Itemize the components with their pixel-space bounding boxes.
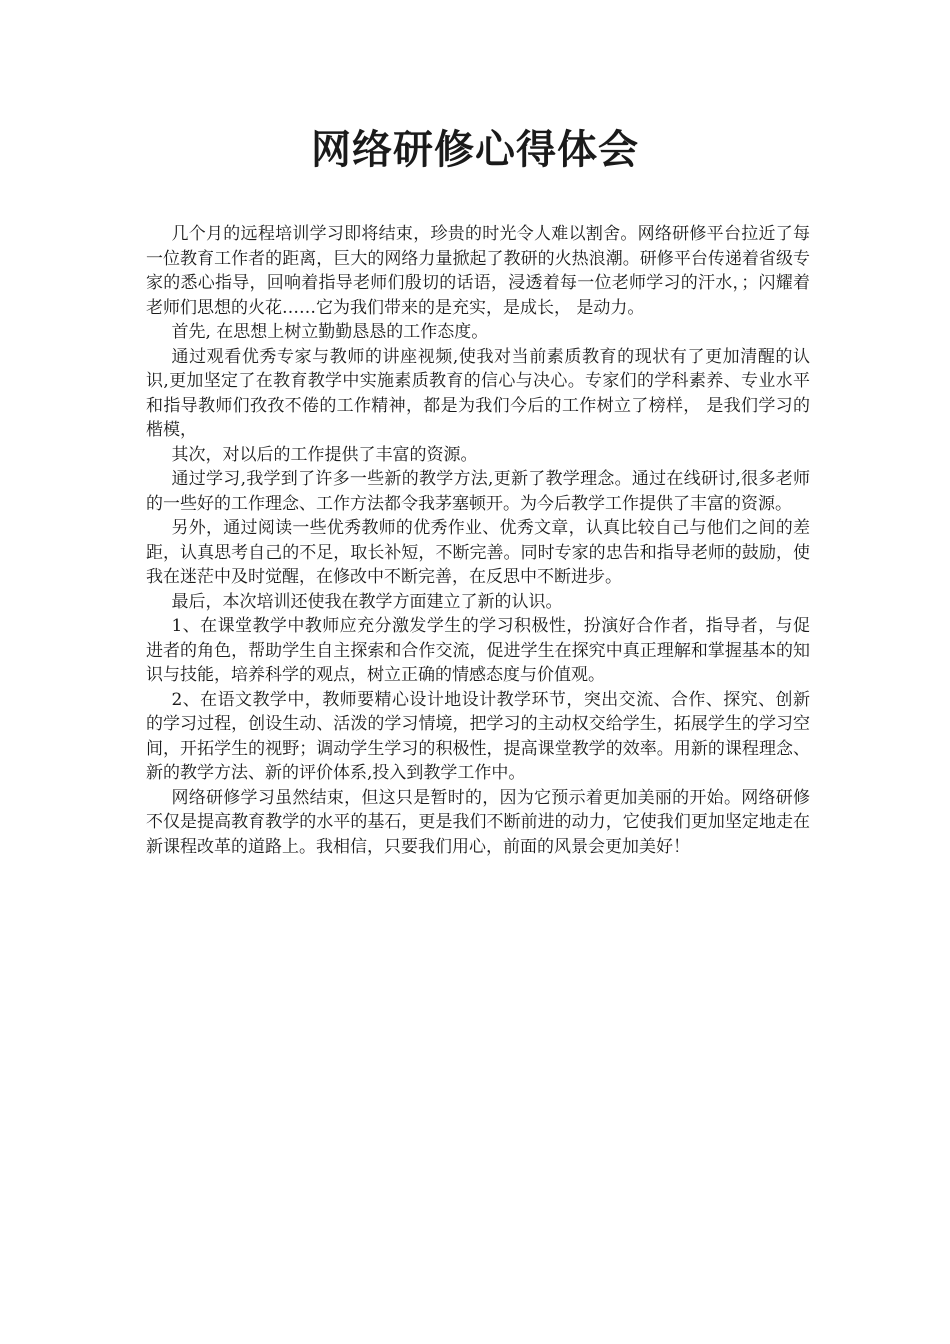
paragraph-further: 另外，通过阅读一些优秀教师的优秀作业、优秀文章，认真比较自己与他们之间的差距，认真思考自己的不足，取长补短，不断完善。同时专家的忠告和指导老师的鼓励，使我在迷茫中及时觉醒，在修改中不断完善，在反思中不断进步。 (146, 518, 810, 587)
paragraph-second-detail: 通过学习,我学到了许多一些新的教学方法,更新了教学理念。通过在线研讨,很多老师的一些好的工作理念、工作方法都令我茅塞顿开。为今后教学工作提供了丰富的资源。 (146, 469, 810, 514)
paragraph-last-point: 最后，本次培训还使我在教学方面建立了新的认识。 (171, 591, 563, 612)
paragraph-intro: 几个月的远程培训学习即将结束，珍贵的时光令人难以割舍。网络研修平台拉近了每一位教育工作者的距离，巨大的网络力量掀起了教研的火热浪潮。研修平台传递着省级专家的悉心指导，回响着指导老师们殷切的话语，浸透着每一位老师学习的汗水，；闪耀着老师们思想的火花……它为我们带来的是充实，是成长， 是动力。 (146, 224, 810, 318)
document-title: 网络研修心得体会 (311, 127, 639, 173)
document-body (146, 222, 810, 859)
paragraph-first-detail: 通过观看优秀专家与教师的讲座视频,使我对当前素质教育的现状有了更加清醒的认识,更加坚定了在教育教学中实施素质教育的信心与决心。专家们的学科素养、专业水平和指导教师们孜孜不倦的工作精神，都是为我们今后的工作树立了榜样， 是我们学习的楷模， (146, 346, 810, 440)
paragraph-second-point: 其次，对以后的工作提供了丰富的资源。 (171, 444, 478, 465)
paragraph-item-1: 1、在课堂教学中教师应充分激发学生的学习积极性，扮演好合作者，指导者，与促进者的角色，帮助学生自主探索和合作交流，促进学生在探究中真正理解和掌握基本的知识与技能，培养科学的观点，树立正确的情感态度与价值观。 (146, 616, 810, 685)
paragraph-conclusion: 网络研修学习虽然结束，但这只是暂时的，因为它预示着更加美丽的开始。网络研修不仅是提高教育教学的水平的基石，更是我们不断前进的动力，它使我们更加坚定地走在新课程改革的道路上。我相信，只要我们用心，前面的风景会更加美好！ (146, 787, 810, 857)
paragraph-item-2: 2、在语文教学中，教师要精心设计地设计教学环节，突出交流、合作、探究、创新的学习过程，创设生动、活泼的学习情境，把学习的主动权交给学生，拓展学生的学习空间，开拓学生的视野；调动学生学习的积极性，提高课堂教学的效率。用新的课程理念、新的教学方法、新的评价体系,投入到教学工作中。 (146, 689, 810, 783)
paragraph-first-point: 首先, 在思想上树立勤勤恳恳的工作态度。 (171, 322, 489, 342)
